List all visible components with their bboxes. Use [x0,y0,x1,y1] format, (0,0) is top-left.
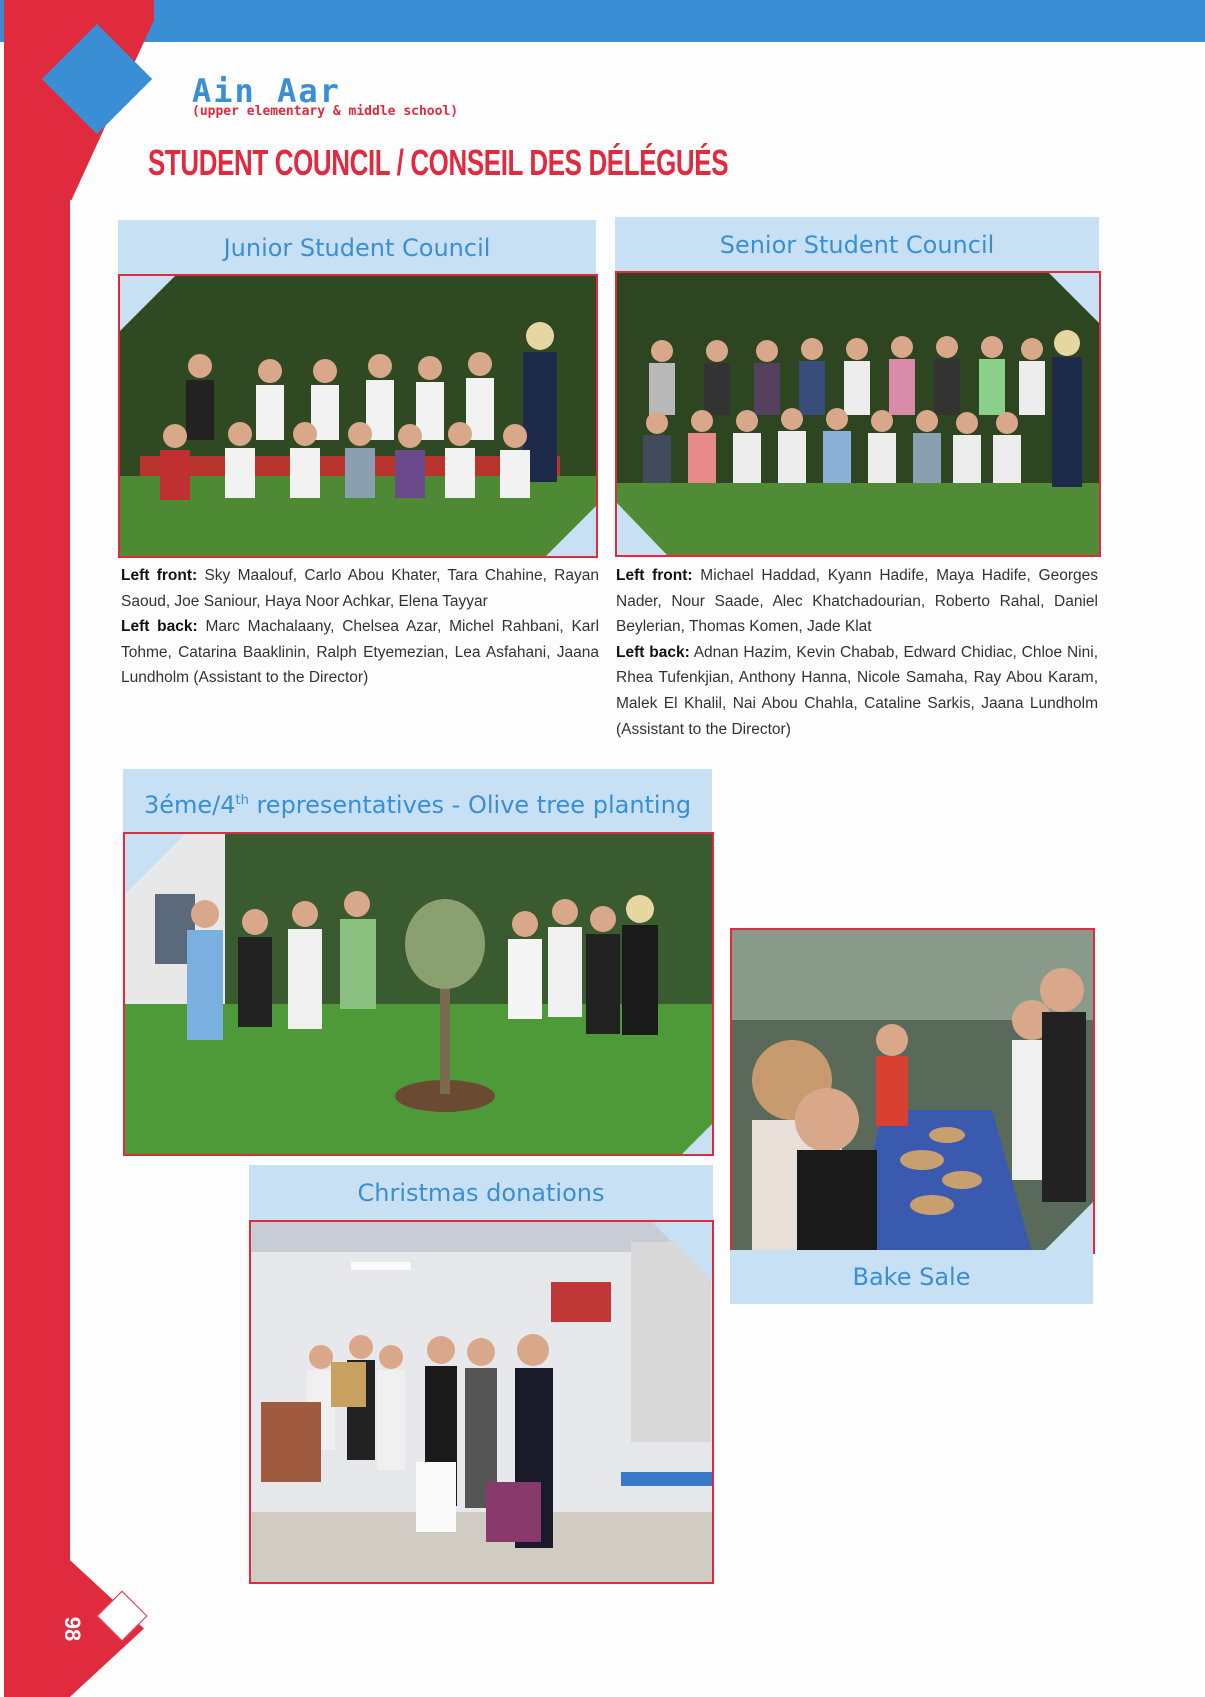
olive-heading-pre: 3éme/4 [143,791,236,819]
senior-back-label: Left back: [616,643,690,661]
junior-council-photo [118,274,598,558]
school-subbrand: (upper elementary & middle school) [192,104,459,119]
christmas-donations-photo [249,1220,714,1584]
page-title: STUDENT COUNCIL / CONSEIL DES DÉLÉGUÉS [148,142,729,183]
bake-sale-photo [730,928,1095,1254]
olive-planting-photo [123,832,714,1156]
senior-council-photo [615,271,1101,557]
christmas-heading [249,1165,713,1221]
senior-front-label: Left front: [616,567,693,584]
olive-heading [123,769,712,833]
senior-council-heading [615,217,1099,273]
junior-council-heading-text: Junior Student Council [223,234,491,262]
junior-council-photo-image [120,276,596,556]
senior-back-names: Adnan Hazim, Kevin Chabab, Edward Chidiac, Chloe Nini, Rhea Tufenkjian, Anthony Hanna, Nicole Samaha, Ray Abou Karam, Malek El Khalil, Nai Abou Chahla, Cataline Sarkis, Jaana Lundholm (Assistant to the Director) [616,643,1099,738]
junior-front-names: Sky Maalouf, Carlo Abou Khater, Tara Chahine, Rayan Saoud, Joe Saniour, Haya Noor Achkar, Elena Tayyar [121,567,599,610]
olive-heading-sup: th [235,793,249,808]
junior-council-caption [121,563,599,691]
bake-sale-heading [730,1250,1093,1304]
olive-planting-photo-image [125,834,712,1154]
christmas-heading-text: Christmas donations [357,1179,605,1207]
christmas-donations-photo-image [251,1222,712,1582]
senior-front-names: Michael Haddad, Kyann Hadife, Maya Hadife, Georges Nader, Nour Saade, Alec Khatchadourian, Roberto Rahal, Daniel Beylerian, Thomas Komen, Jade Klat [616,567,1099,636]
left-red-bar [4,0,70,1697]
page-number: 98 [60,1616,85,1642]
junior-council-heading [118,220,596,276]
bake-sale-photo-image [732,930,1093,1252]
bake-sale-heading-text: Bake Sale [852,1263,971,1291]
senior-council-heading-text: Senior Student Council [719,231,995,259]
olive-heading-post: representatives - Olive tree planting [248,791,692,819]
junior-back-label: Left back: [121,618,198,636]
senior-council-photo-image [617,273,1099,555]
senior-council-caption [616,563,1098,742]
junior-back-names: Marc Machalaany, Chelsea Azar, Michel Rahbani, Karl Tohme, Catarina Baaklinin, Ralph Etyemezian, Lea Asfahani, Jaana Lundholm (Assistant to the Director) [121,618,600,687]
school-brand: Ain Aar [192,72,341,110]
top-blue-bar [0,0,1205,42]
junior-front-label: Left front: [121,567,198,584]
